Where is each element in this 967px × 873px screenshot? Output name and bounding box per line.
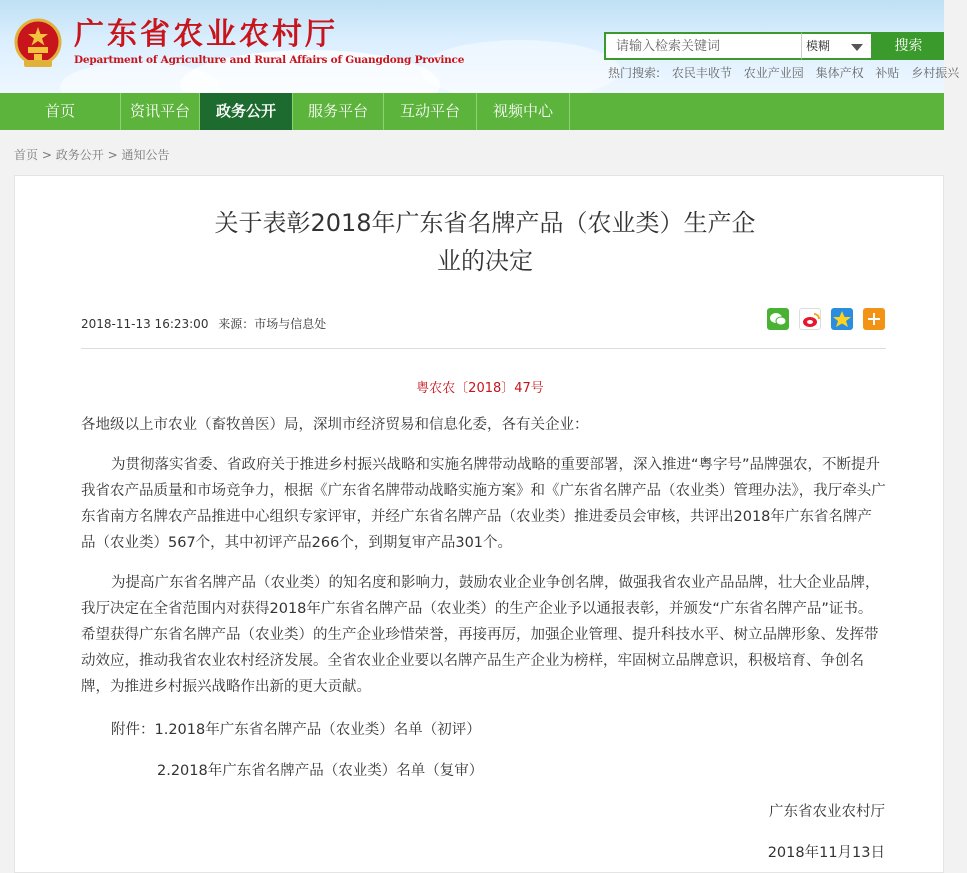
search-mode-value: 模糊 <box>806 39 831 53</box>
weibo-icon[interactable] <box>799 308 821 330</box>
nav-divider <box>569 93 570 130</box>
main-nav <box>0 93 944 130</box>
hot-search-term[interactable]: 补贴 <box>875 66 900 80</box>
hot-search-term[interactable]: 农业产业园 <box>743 66 804 80</box>
site-subtitle: Department of Agriculture and Rural Affairs of Guangdong Province <box>74 54 465 66</box>
article-meta <box>81 315 326 332</box>
breadcrumb-notices[interactable]: 通知公告 <box>121 148 170 162</box>
more-share-icon[interactable] <box>863 308 885 330</box>
nav-item-home[interactable]: 首页 <box>44 102 75 120</box>
breadcrumb-separator: > <box>107 148 118 162</box>
article-title: 关于表彰2018年广东省名牌产品（农业类）生产企业的决定 <box>214 209 756 275</box>
hot-search-bar <box>608 64 967 81</box>
hot-search-label: 热门搜索: <box>608 66 661 80</box>
salutation: 各地级以上市农业（畜牧兽医）局，深圳市经济贸易和信息化委，各有关企业： <box>81 417 589 433</box>
site-title[interactable]: 广东省农业农村厅 <box>74 17 338 52</box>
article-paragraph: 为贯彻落实省委、省政府关于推进乡村振兴战略和实施名牌带动战略的重要部署，深入推进“粤字号”品牌强农，不断提升我省农产品质量和市场竞争力，根据《广东省名牌带动战略实施方案》和《广东省名牌产品（农业类）管理办法》，我厅牵头广东省南方名牌农产品推进中心组织专家评审，并经广东省名牌产品（农业类）推进委员会审核，共评出2018年广东省名牌产品（农业类）567个，其中初评产品266个，到期复审产品301个。 <box>81 457 886 551</box>
article-paragraph: 为提高广东省名牌产品（农业类）的知名度和影响力，鼓励农业企业争创名牌，做强我省农业产品品牌，壮大企业品牌，我厅决定在全省范围内对获得2018年广东省名牌产品（农业类）的生产企业予以通报表彰，并颁发“广东省名牌产品”证书。希望获得广东省名牌产品（农业类）的生产企业珍惜荣誉，再接再厉，加强企业管理、提升科技水平、树立品牌形象、发挥带动效应，推动我省农业农村经济发展。全省农业企业要以名牌产品生产企业为榜样，牢固树立品牌意识，积极培育、争创名牌，为推进乡村振兴战略作出新的更大贡献。 <box>81 575 880 695</box>
chevron-down-icon <box>851 44 863 51</box>
attachment-link[interactable]: 附件：1.2018年广东省名牌产品（农业类）名单（初评） <box>111 722 481 738</box>
nav-item-interaction[interactable]: 互动平台 <box>399 102 460 120</box>
attachment-link[interactable]: 2.2018年广东省名牌产品（农业类）名单（复审） <box>157 763 484 779</box>
nav-item-video[interactable]: 视频中心 <box>492 102 553 120</box>
breadcrumb-home[interactable]: 首页 <box>14 148 39 162</box>
header-cloud-decoration <box>420 40 620 100</box>
hot-search-term[interactable]: 乡村振兴 <box>911 66 960 80</box>
search-mode-select[interactable] <box>801 32 873 60</box>
breadcrumb <box>14 146 169 163</box>
signature-date: 2018年11月13日 <box>767 845 885 861</box>
nav-item-gov-affairs[interactable]: 政务公开 <box>200 93 292 130</box>
document-number: 粤农农〔2018〕47号 <box>416 381 544 396</box>
breadcrumb-separator: > <box>41 148 52 162</box>
signature-org: 广东省农业农村厅 <box>769 804 885 820</box>
nav-item-news[interactable]: 资讯平台 <box>129 102 190 120</box>
wechat-icon[interactable] <box>767 308 789 330</box>
hot-search-term[interactable]: 集体产权 <box>815 66 864 80</box>
breadcrumb-gov-affairs[interactable]: 政务公开 <box>55 148 104 162</box>
qzone-icon[interactable] <box>831 308 853 330</box>
search-input[interactable]: 请输入检索关键词 <box>604 32 802 60</box>
article-source-label: 来源： <box>218 317 255 331</box>
nav-item-services[interactable]: 服务平台 <box>307 102 368 120</box>
article-panel <box>14 175 944 873</box>
search-button[interactable]: 搜索 <box>873 32 944 60</box>
meta-divider <box>81 348 886 349</box>
article-datetime: 2018-11-13 16:23:00 <box>81 317 209 331</box>
hot-search-term[interactable]: 农民丰收节 <box>671 66 732 80</box>
article-source: 市场与信息处 <box>254 317 327 331</box>
site-header <box>0 0 960 93</box>
national-emblem-icon[interactable] <box>14 18 62 70</box>
